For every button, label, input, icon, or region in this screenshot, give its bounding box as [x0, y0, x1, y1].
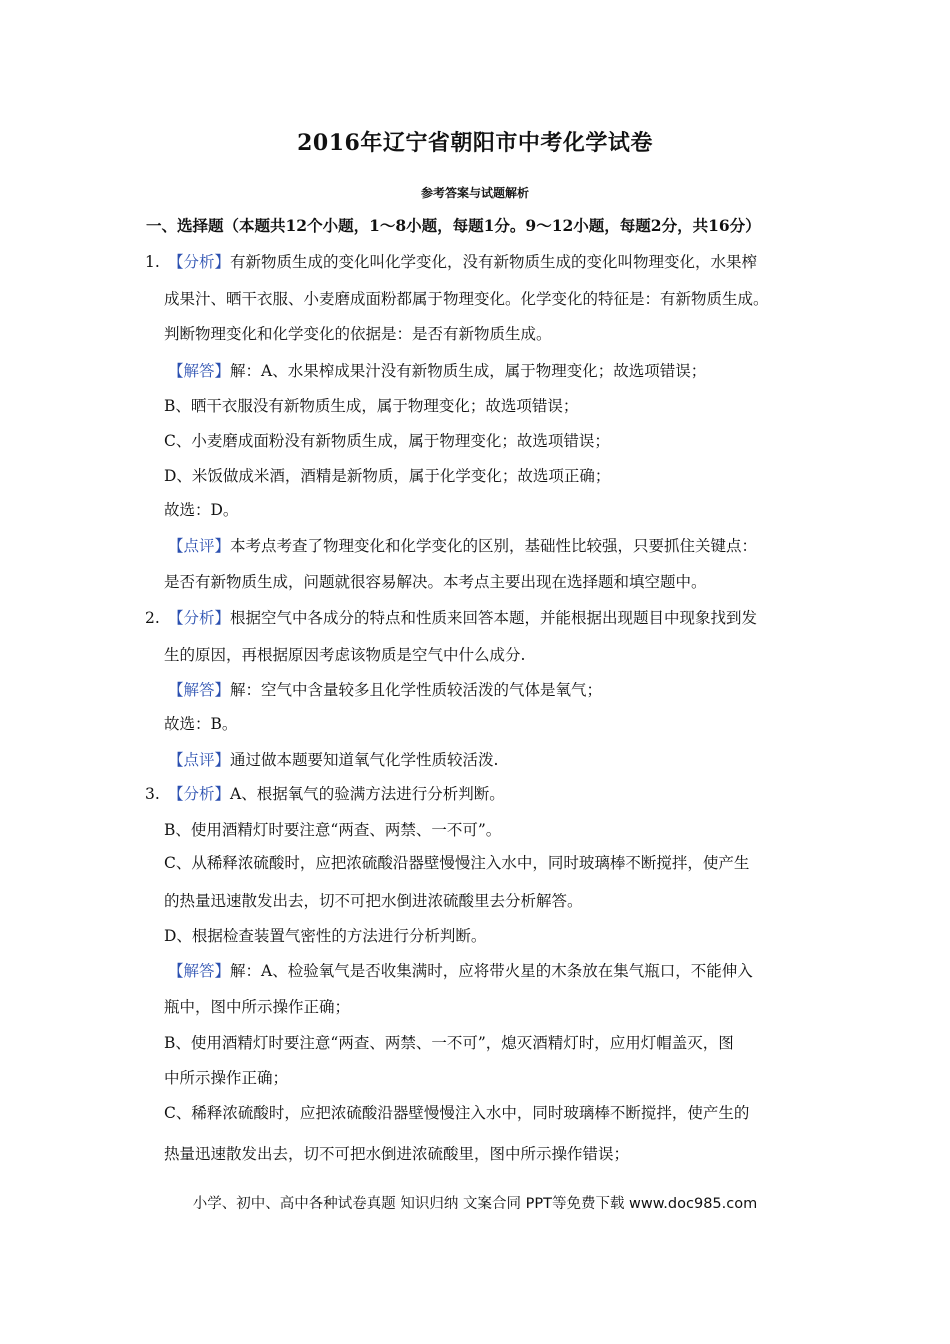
section-heading: 一、选择题（本题共12个小题，1～8小题，每题1分。9～12小题，每题2分，共16分）: [146, 216, 761, 235]
line-text: 故选：D。: [164, 501, 239, 519]
section-tag: 【解答】: [168, 362, 231, 380]
line-text: 有新物质生成的变化叫化学变化，没有新物质生成的变化叫物理变化，水果榨: [230, 253, 758, 271]
line-text: C、稀释浓硫酸时，应把浓硫酸沿器壁慢慢注入水中，同时玻璃棒不断搅拌，使产生的: [164, 1104, 750, 1122]
answer-line: [164, 853, 749, 873]
line-text: C、从稀释浓硫酸时，应把浓硫酸沿器壁慢慢注入水中，同时玻璃棒不断搅拌，使产生: [164, 854, 750, 872]
answer-line: [168, 536, 757, 556]
line-text: B、使用酒精灯时要注意“两查、两禁、一不可”，熄灭酒精灯时，应用灯帽盖灭，图: [164, 1034, 734, 1052]
answer-line: [168, 750, 498, 770]
line-text: 中所示操作正确；: [164, 1069, 289, 1087]
answer-line: [164, 891, 583, 911]
section-tag: 【解答】: [168, 962, 231, 980]
page-title: 2016年辽宁省朝阳市中考化学试卷: [297, 130, 653, 156]
section-tag: 【解答】: [168, 681, 231, 699]
answer-line: [168, 608, 757, 628]
line-text: 是否有新物质生成，问题就很容易解决。本考点主要出现在选择题和填空题中。: [164, 573, 707, 591]
line-text: A、根据氧气的验满方法进行分析判断。: [230, 785, 505, 803]
line-text: 故选：B。: [164, 715, 238, 733]
line-text: 解：A、水果榨成果汁没有新物质生成，属于物理变化；故选项错误；: [230, 362, 707, 380]
question-number: 3.: [145, 785, 160, 803]
line-text: 通过做本题要知道氧气化学性质较活泼.: [230, 751, 499, 769]
answer-line: [168, 784, 505, 804]
answer-line: [164, 396, 578, 416]
line-text: 的热量迅速散发出去，切不可把水倒进浓硫酸里去分析解答。: [164, 892, 583, 910]
line-text: D、米饭做成米酒，酒精是新物质，属于化学变化；故选项正确；: [164, 467, 611, 485]
line-text: 瓶中，图中所示操作正确；: [164, 998, 351, 1016]
answer-line: [168, 961, 753, 981]
question-number: 1.: [145, 253, 160, 271]
line-text: 解：A、检验氧气是否收集满时，应将带火星的木条放在集气瓶口，不能伸入: [230, 962, 753, 980]
answer-line: [164, 997, 350, 1017]
line-text: D、根据检查装置气密性的方法进行分析判断。: [164, 927, 487, 945]
line-text: 判断物理变化和化学变化的依据是：是否有新物质生成。: [164, 325, 552, 343]
answer-line: [168, 252, 757, 272]
line-text: 生的原因，再根据原因考虑该物质是空气中什么成分.: [164, 646, 526, 664]
answer-line: [164, 500, 238, 520]
line-text: 热量迅速散发出去，切不可把水倒进浓硫酸里，图中所示操作错误；: [164, 1145, 630, 1163]
line-text: B、晒干衣服没有新物质生成，属于物理变化；故选项错误；: [164, 397, 579, 415]
section-tag: 【分析】: [168, 609, 231, 627]
section-tag: 【分析】: [168, 785, 231, 803]
answer-line: [164, 1033, 734, 1053]
answer-line: [164, 926, 486, 946]
answer-line: [164, 645, 525, 665]
answer-line: [164, 820, 501, 840]
section-tag: 【点评】: [168, 537, 231, 555]
line-text: B、使用酒精灯时要注意“两查、两禁、一不可”。: [164, 821, 502, 839]
answer-line: [164, 714, 237, 734]
line-text: 成果汁、晒干衣服、小麦磨成面粉都属于物理变化。化学变化的特征是：有新物质生成。: [164, 290, 769, 308]
answer-line: [168, 680, 602, 700]
answer-line: [164, 324, 552, 344]
section-tag: 【分析】: [168, 253, 231, 271]
answer-line: [164, 1103, 749, 1123]
answer-line: [168, 361, 706, 381]
answer-line: [164, 466, 610, 486]
line-text: 根据空气中各成分的特点和性质来回答本题，并能根据出现题目中现象找到发: [230, 609, 758, 627]
answer-line: [164, 431, 610, 451]
answer-line: [164, 1068, 288, 1088]
section-tag: 【点评】: [168, 751, 231, 769]
page-footer: 小学、初中、高中各种试卷真题 知识归纳 文案合同 PPT等免费下载 www.doc985.com: [192, 1196, 758, 1212]
answer-line: [164, 289, 769, 309]
page-subtitle: 参考答案与试题解析: [420, 186, 529, 200]
line-text: 解：空气中含量较多且化学性质较活泼的气体是氧气；: [230, 681, 603, 699]
line-text: 本考点考查了物理变化和化学变化的区别，基础性比较强，只要抓住关键点：: [230, 537, 758, 555]
answer-line: [164, 572, 707, 592]
question-number: 2.: [145, 609, 160, 627]
answer-line: [164, 1144, 629, 1164]
line-text: C、小麦磨成面粉没有新物质生成，属于物理变化；故选项错误；: [164, 432, 610, 450]
